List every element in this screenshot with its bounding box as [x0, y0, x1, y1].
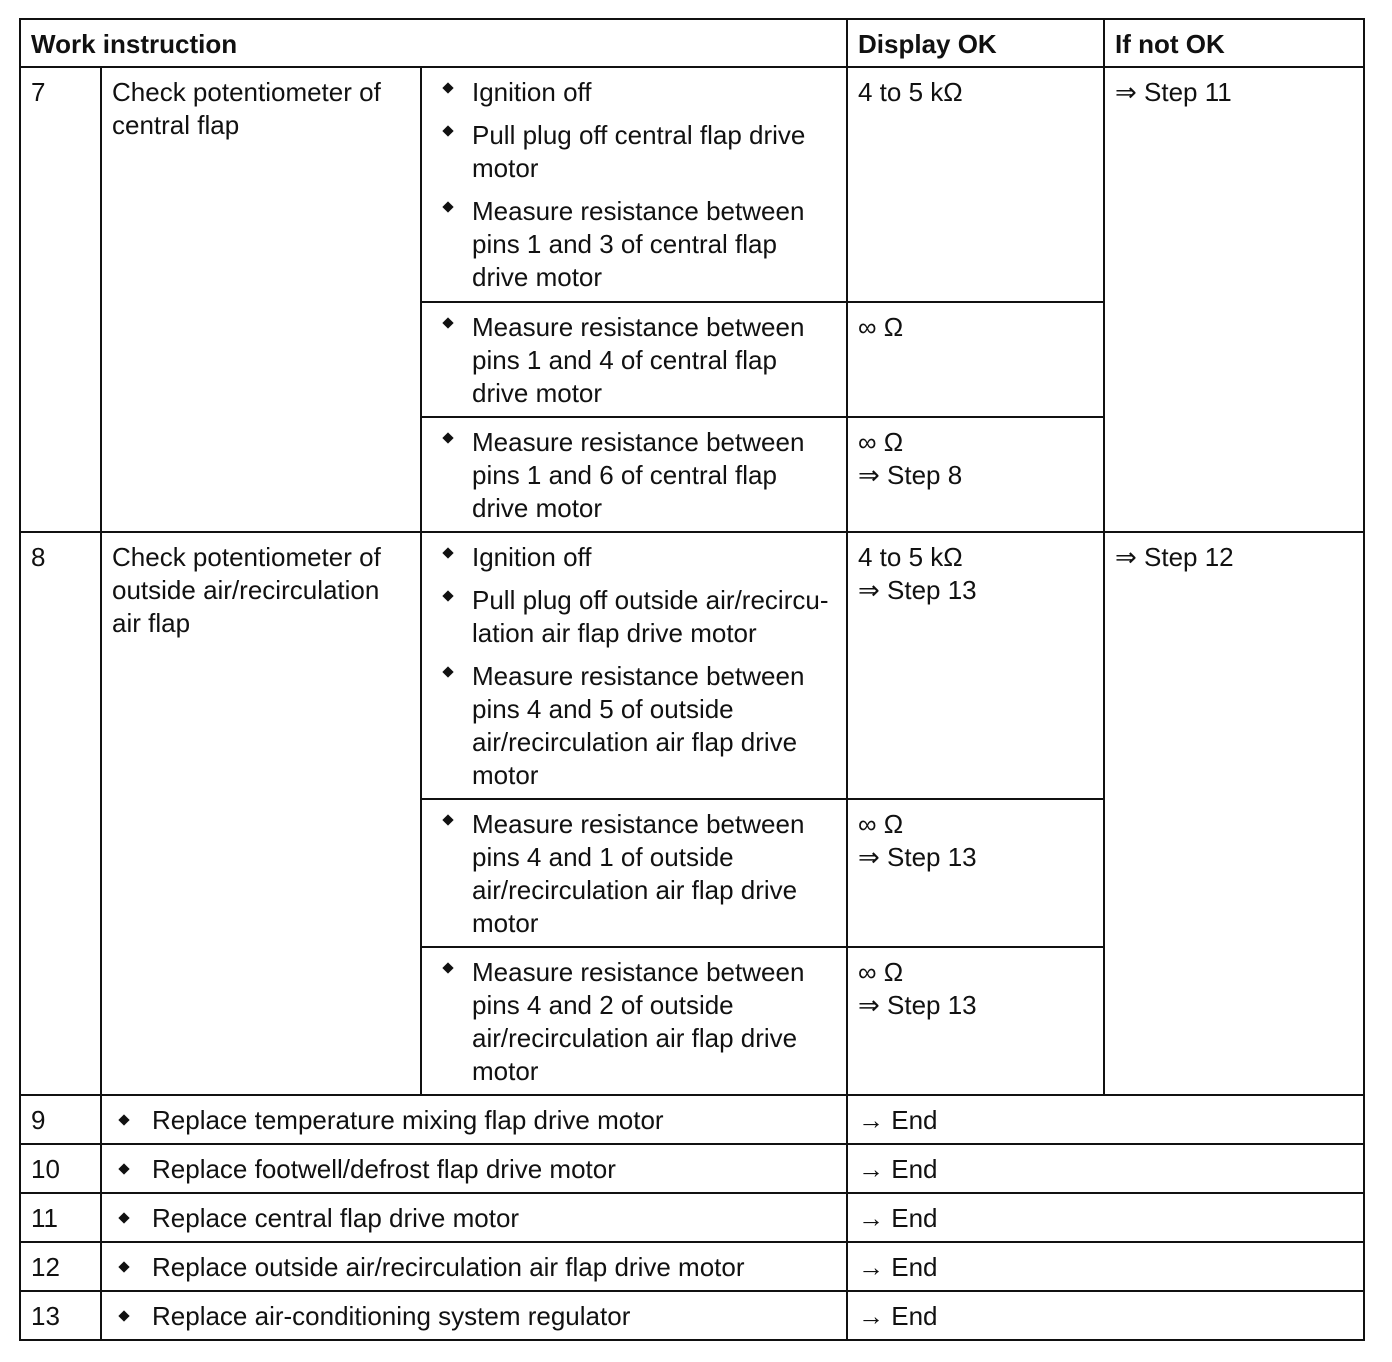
instruction-cell: Replace temperature mixing flap drive motor — [101, 1095, 847, 1144]
result-value: → End — [847, 1193, 1364, 1242]
bullet-diamond-icon — [442, 82, 453, 93]
list-item: Measure resistance between pins 1 and 4 of central flap drive motor — [432, 311, 836, 410]
list-item: Pull plug off outside air/recircu-lation air flap drive motor — [432, 584, 836, 650]
header-display-ok: Display OK — [847, 19, 1104, 67]
table-row — [20, 532, 1364, 799]
work-instruction-table — [19, 18, 1365, 1341]
step-number: 8 — [20, 532, 101, 1095]
list-item: Measure resistance between pins 1 and 6 of central flap drive motor — [432, 426, 836, 525]
bullet-diamond-icon — [442, 432, 453, 443]
header-if-not-ok: If not OK — [1104, 19, 1364, 67]
instruction-cell — [421, 532, 847, 799]
list-item: Measure resistance between pins 1 and 3 of central flap drive motor — [432, 195, 836, 294]
step-title: Check potentiometer of outside air/recirculation air flap — [101, 532, 421, 1095]
bullet-diamond-icon — [442, 814, 453, 825]
step-number: 13 — [20, 1291, 101, 1340]
list-item: Ignition off — [432, 76, 836, 109]
display-ok-value: ∞ Ω ⇒ Step 8 — [847, 417, 1104, 532]
bullet-diamond-icon — [442, 547, 453, 558]
step-number: 12 — [20, 1242, 101, 1291]
bullet-diamond-icon — [118, 1163, 129, 1174]
instruction-cell: Replace outside air/recirculation air flap drive motor — [101, 1242, 847, 1291]
bullet-diamond-icon — [118, 1114, 129, 1125]
if-not-ok-value: ⇒ Step 12 — [1104, 532, 1364, 1095]
display-ok-value: 4 to 5 kΩ ⇒ Step 13 — [847, 532, 1104, 799]
list-item: Measure resistance between pins 4 and 5 of outside air/recirculation air flap drive motor — [432, 660, 836, 792]
result-value: → End — [847, 1291, 1364, 1340]
instruction-cell — [421, 417, 847, 532]
bullet-diamond-icon — [442, 666, 453, 677]
display-ok-value: 4 to 5 kΩ — [847, 67, 1104, 302]
bullet-diamond-icon — [442, 590, 453, 601]
bullet-diamond-icon — [442, 125, 453, 136]
step-number: 9 — [20, 1095, 101, 1144]
table-row — [20, 67, 1364, 302]
result-value: → End — [847, 1242, 1364, 1291]
result-value: → End — [847, 1144, 1364, 1193]
instruction-cell — [421, 947, 847, 1095]
if-not-ok-value: ⇒ Step 11 — [1104, 67, 1364, 532]
bullet-diamond-icon — [118, 1212, 129, 1223]
list-item: Ignition off — [432, 541, 836, 574]
step-number: 10 — [20, 1144, 101, 1193]
instruction-cell: Replace footwell/defrost flap drive motor — [101, 1144, 847, 1193]
table-row — [20, 1095, 1364, 1144]
header-work-instruction: Work instruction — [20, 19, 847, 67]
instruction-cell: Replace air-conditioning system regulator — [101, 1291, 847, 1340]
instruction-cell — [421, 67, 847, 302]
table-row — [20, 1242, 1364, 1291]
instruction-cell — [421, 799, 847, 947]
display-ok-value: ∞ Ω — [847, 302, 1104, 417]
table-row — [20, 1193, 1364, 1242]
display-ok-value: ∞ Ω ⇒ Step 13 — [847, 947, 1104, 1095]
bullet-diamond-icon — [118, 1310, 129, 1321]
table-row — [20, 1291, 1364, 1340]
bullet-diamond-icon — [118, 1261, 129, 1272]
step-title: Check potentiometer of central flap — [101, 67, 421, 532]
bullet-diamond-icon — [442, 201, 453, 212]
bullet-diamond-icon — [442, 962, 453, 973]
bullet-diamond-icon — [442, 317, 453, 328]
instruction-cell — [421, 302, 847, 417]
result-value: → End — [847, 1095, 1364, 1144]
table-row — [20, 1144, 1364, 1193]
step-number: 7 — [20, 67, 101, 532]
list-item: Pull plug off central flap drive motor — [432, 119, 836, 185]
list-item: Measure resistance between pins 4 and 1 of outside air/recirculation air flap drive motor — [432, 808, 836, 940]
instruction-cell: Replace central flap drive motor — [101, 1193, 847, 1242]
header-row — [20, 19, 1364, 67]
list-item: Measure resistance between pins 4 and 2 of outside air/recirculation air flap drive motor — [432, 956, 836, 1088]
display-ok-value: ∞ Ω ⇒ Step 13 — [847, 799, 1104, 947]
step-number: 11 — [20, 1193, 101, 1242]
